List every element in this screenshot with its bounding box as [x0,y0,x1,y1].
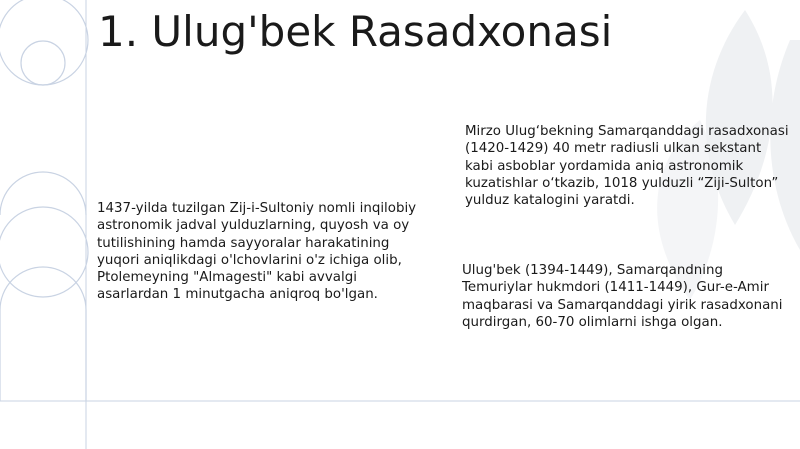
paragraph-ulugbek-bio: Ulug'bek (1394-1449), Samarqandning Temuriylar hukmdori (1411-1449), Gur-e-Amir maqbarasi va Samarqanddagi yirik rasadxonani qurdirgan, 60-70 olimlarni ishga olgan. [462,263,783,330]
circles-decoration [0,0,88,297]
paragraph-observatory: Mirzo Ulug‘bekning Samarqanddagi rasadxonasi (1420-1429) 40 metr radiusli ulkan sekstant kabi asboblar yordamida aniq astronomik kuzatishlar o‘tkazib, 1018 yulduzli “Ziji-Sulton” yulduz katalogini yaratdi. [465,124,789,209]
arch-decoration [0,172,86,401]
slide-title: 1. Ulug'bek Rasadxonasi [98,7,613,56]
paragraph-zij-i-sultoniy: 1437-yilda tuzilgan Zij-i-Sultoniy nomli inqilobiy astronomik jadval yulduzlarning, quyosh va oy tutilishining hamda sayyoralar harakatining yuqori aniqlikdagi o'lchovlarini o'z ichiga olib, Ptolemeyning "Almagesti" kabi avvalgi asarlardan 1 minutgacha aniqroq bo'lgan. [97,201,417,303]
